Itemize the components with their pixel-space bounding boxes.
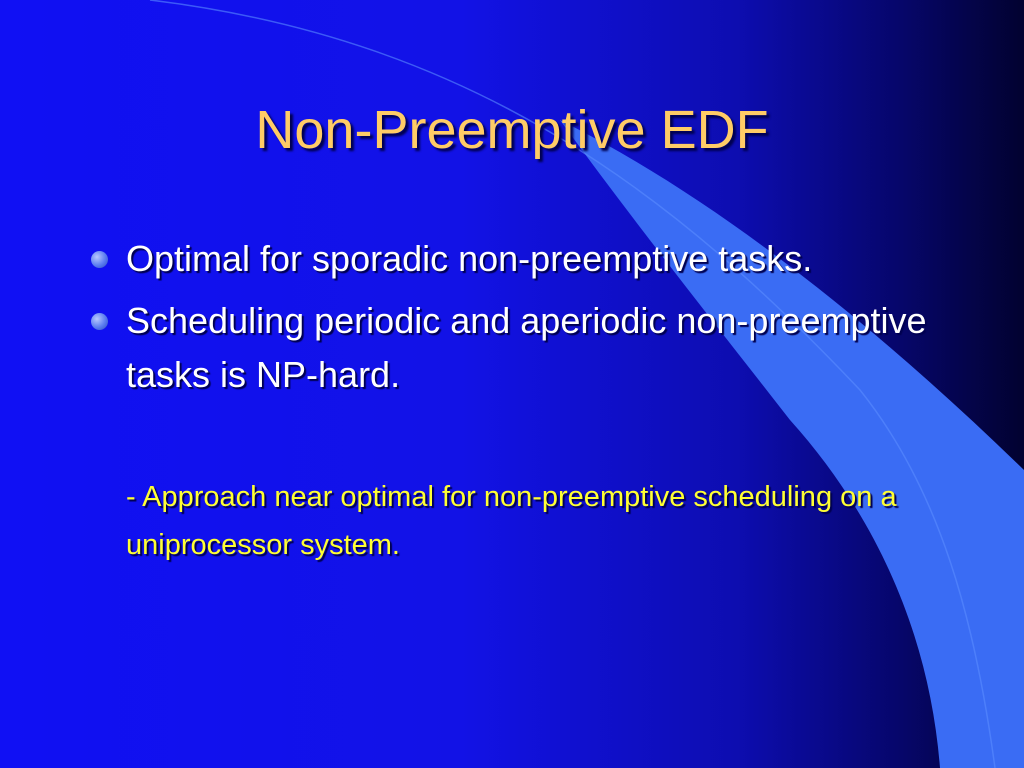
- bullet-text: Scheduling periodic and aperiodic non-preemptive tasks is NP-hard.: [126, 300, 927, 395]
- bullet-dot-icon: [91, 313, 108, 330]
- bullet-item: [88, 294, 938, 402]
- swoosh-shape: [560, 120, 1024, 768]
- bullet-list: [88, 232, 938, 410]
- sub-point-text: - Approach near optimal for non-preemptive scheduling on a uniprocessor system.: [126, 481, 897, 561]
- bullet-text: Optimal for sporadic non-preemptive tasks.: [126, 238, 813, 279]
- slide-title: Non-Preemptive EDF: [255, 100, 769, 160]
- bullet-item: [88, 232, 938, 286]
- bullet-dot-icon: [91, 251, 108, 268]
